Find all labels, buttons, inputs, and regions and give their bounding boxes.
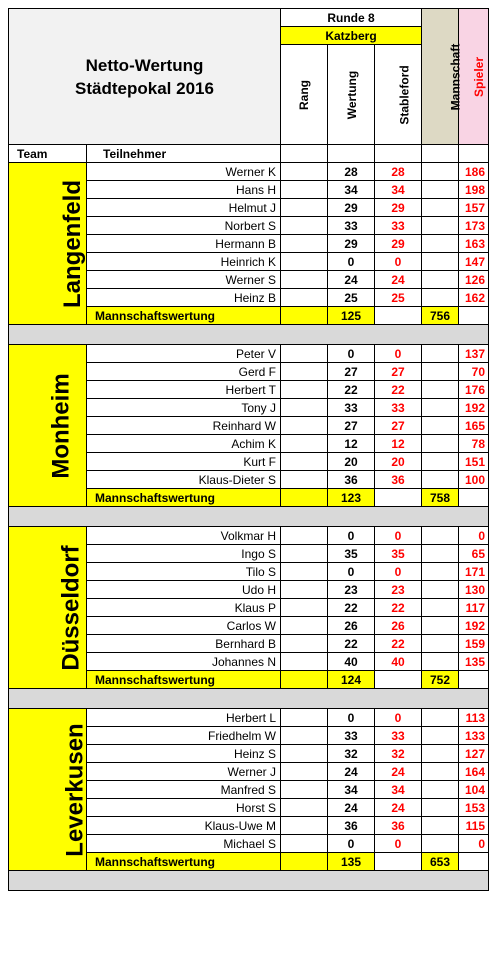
spieler-cell: 192 (459, 617, 489, 635)
rang-cell (281, 253, 328, 271)
rang-cell (281, 745, 328, 763)
title-line-2: Städtepokal 2016 (75, 78, 214, 98)
spieler-cell: 162 (459, 289, 489, 307)
team-summary-mannschaft: 756 (422, 307, 459, 325)
rang-cell (281, 617, 328, 635)
spieler-cell: 153 (459, 799, 489, 817)
wertung-cell: 0 (328, 253, 375, 271)
rang-cell (281, 381, 328, 399)
col-header-spieler: Spieler (459, 9, 489, 145)
rang-cell (281, 399, 328, 417)
rang-cell (281, 635, 328, 653)
stableford-cell: 25 (375, 289, 422, 307)
wertung-cell: 27 (328, 363, 375, 381)
spieler-cell: 0 (459, 527, 489, 545)
wertung-cell: 33 (328, 399, 375, 417)
spieler-cell: 151 (459, 453, 489, 471)
col-header-stableford: Stableford (375, 45, 422, 145)
summary-stableford-cell (375, 853, 422, 871)
title-line-1: Netto-Wertung (85, 55, 204, 75)
summary-rang-cell (281, 853, 328, 871)
player-row (9, 527, 489, 545)
player-name: Tilo S (87, 563, 281, 581)
separator-bar (9, 871, 489, 891)
mannschaft-cell (422, 527, 459, 545)
stableford-cell: 27 (375, 417, 422, 435)
player-row (9, 345, 489, 363)
team-name-cell (9, 163, 87, 325)
mannschaft-cell (422, 289, 459, 307)
col-header-teilnehmer: Teilnehmer (87, 145, 281, 163)
spieler-cell: 127 (459, 745, 489, 763)
mannschaft-cell (422, 399, 459, 417)
wertung-cell: 35 (328, 545, 375, 563)
rang-cell (281, 435, 328, 453)
mannschaft-cell (422, 709, 459, 727)
mannschaft-cell (422, 235, 459, 253)
wertung-cell: 24 (328, 763, 375, 781)
mannschaft-cell (422, 563, 459, 581)
stableford-cell: 40 (375, 653, 422, 671)
mannschaft-cell (422, 545, 459, 563)
spieler-cell: 171 (459, 563, 489, 581)
mannschaft-cell (422, 781, 459, 799)
separator-bar (9, 325, 489, 345)
player-name: Horst S (87, 799, 281, 817)
player-row (9, 709, 489, 727)
stableford-cell: 0 (375, 345, 422, 363)
wertung-cell: 33 (328, 217, 375, 235)
stableford-cell: 36 (375, 471, 422, 489)
rang-cell (281, 817, 328, 835)
team-name: Düsseldorf (57, 544, 85, 671)
stableford-cell: 33 (375, 399, 422, 417)
wertung-cell: 40 (328, 653, 375, 671)
player-name: Friedhelm W (87, 727, 281, 745)
player-name: Heinz B (87, 289, 281, 307)
wertung-cell: 27 (328, 417, 375, 435)
mannschaft-cell (422, 471, 459, 489)
spieler-cell: 113 (459, 709, 489, 727)
wertung-cell: 34 (328, 181, 375, 199)
course-label: Katzberg (281, 27, 422, 45)
mannschaft-cell (422, 817, 459, 835)
player-name: Herbert T (87, 381, 281, 399)
stableford-cell: 22 (375, 599, 422, 617)
summary-spieler-cell (459, 307, 489, 325)
spieler-cell: 126 (459, 271, 489, 289)
spieler-cell: 198 (459, 181, 489, 199)
wertung-cell: 29 (328, 199, 375, 217)
team-name: Monheim (47, 372, 75, 479)
wertung-cell: 28 (328, 163, 375, 181)
rang-cell (281, 727, 328, 745)
team-name-cell (9, 709, 87, 871)
col-header-wertung: Wertung (328, 45, 375, 145)
rang-cell (281, 781, 328, 799)
col-header-rang: Rang (281, 45, 328, 145)
page-title (9, 9, 281, 145)
summary-spieler-cell (459, 489, 489, 507)
team-separator (9, 689, 489, 709)
player-name: Tony J (87, 399, 281, 417)
wertung-cell: 0 (328, 563, 375, 581)
spieler-cell: 192 (459, 399, 489, 417)
team-separator (9, 325, 489, 345)
rang-cell (281, 235, 328, 253)
stableford-cell: 34 (375, 781, 422, 799)
rang-cell (281, 527, 328, 545)
rang-cell (281, 599, 328, 617)
spieler-cell: 100 (459, 471, 489, 489)
wertung-cell: 22 (328, 635, 375, 653)
spieler-cell: 78 (459, 435, 489, 453)
team-summary-label: Mannschaftswertung (87, 307, 281, 325)
mannschaft-cell (422, 199, 459, 217)
rang-cell (281, 363, 328, 381)
mannschaft-cell (422, 599, 459, 617)
summary-spieler-cell (459, 853, 489, 871)
team-name-cell (9, 345, 87, 507)
rang-cell (281, 453, 328, 471)
rang-cell (281, 545, 328, 563)
stableford-cell: 34 (375, 181, 422, 199)
summary-rang-cell (281, 671, 328, 689)
rang-cell (281, 471, 328, 489)
mannschaft-cell (422, 271, 459, 289)
team-name-cell (9, 527, 87, 689)
spieler-cell: 115 (459, 817, 489, 835)
mannschaft-cell (422, 417, 459, 435)
team-summary-wertung: 125 (328, 307, 375, 325)
spieler-cell: 176 (459, 381, 489, 399)
stableford-cell: 24 (375, 763, 422, 781)
stableford-cell: 33 (375, 727, 422, 745)
wertung-cell: 34 (328, 781, 375, 799)
stableford-cell: 20 (375, 453, 422, 471)
wertung-cell: 29 (328, 235, 375, 253)
mannschaft-cell (422, 435, 459, 453)
stableford-cell: 0 (375, 527, 422, 545)
mannschaft-cell (422, 653, 459, 671)
summary-stableford-cell (375, 307, 422, 325)
player-name: Michael S (87, 835, 281, 853)
spieler-cell: 0 (459, 835, 489, 853)
spieler-cell: 135 (459, 653, 489, 671)
spieler-cell: 163 (459, 235, 489, 253)
team-separator (9, 507, 489, 527)
stableford-cell: 33 (375, 217, 422, 235)
stableford-cell: 32 (375, 745, 422, 763)
player-name: Hermann B (87, 235, 281, 253)
team-summary-wertung: 123 (328, 489, 375, 507)
stableford-cell: 24 (375, 799, 422, 817)
player-row (9, 163, 489, 181)
round-label: Runde 8 (281, 9, 422, 27)
wertung-cell: 25 (328, 289, 375, 307)
wertung-cell: 22 (328, 599, 375, 617)
player-name: Heinrich K (87, 253, 281, 271)
rang-cell (281, 835, 328, 853)
rang-cell (281, 345, 328, 363)
player-name: Kurt F (87, 453, 281, 471)
mannschaft-cell (422, 581, 459, 599)
stableford-cell: 0 (375, 709, 422, 727)
separator-bar (9, 507, 489, 527)
rang-cell (281, 799, 328, 817)
mannschaft-cell (422, 217, 459, 235)
player-name: Bernhard B (87, 635, 281, 653)
mannschaft-cell (422, 635, 459, 653)
spieler-cell: 147 (459, 253, 489, 271)
wertung-cell: 23 (328, 581, 375, 599)
wertung-cell: 24 (328, 799, 375, 817)
col-header-mannschaft: Mannschaft (422, 9, 459, 145)
summary-rang-cell (281, 307, 328, 325)
team-summary-mannschaft: 752 (422, 671, 459, 689)
mannschaft-cell (422, 835, 459, 853)
player-name: Helmut J (87, 199, 281, 217)
mannschaft-cell (422, 745, 459, 763)
team-summary-mannschaft: 653 (422, 853, 459, 871)
stableford-cell: 0 (375, 253, 422, 271)
player-name: Ingo S (87, 545, 281, 563)
team-summary-label: Mannschaftswertung (87, 853, 281, 871)
stableford-cell: 29 (375, 235, 422, 253)
player-name: Carlos W (87, 617, 281, 635)
stableford-cell: 36 (375, 817, 422, 835)
player-name: Klaus P (87, 599, 281, 617)
stableford-cell: 23 (375, 581, 422, 599)
player-name: Gerd F (87, 363, 281, 381)
spieler-cell: 164 (459, 763, 489, 781)
rang-cell (281, 289, 328, 307)
wertung-cell: 0 (328, 345, 375, 363)
stableford-cell: 0 (375, 835, 422, 853)
player-name: Werner K (87, 163, 281, 181)
player-name: Herbert L (87, 709, 281, 727)
summary-rang-cell (281, 489, 328, 507)
rang-cell (281, 417, 328, 435)
stableford-cell: 0 (375, 563, 422, 581)
stableford-cell: 22 (375, 381, 422, 399)
stableford-cell: 27 (375, 363, 422, 381)
stableford-cell: 29 (375, 199, 422, 217)
wertung-cell: 20 (328, 453, 375, 471)
team-blocks (9, 163, 489, 891)
spieler-cell: 104 (459, 781, 489, 799)
wertung-cell: 0 (328, 835, 375, 853)
mannschaft-cell (422, 163, 459, 181)
player-name: Norbert S (87, 217, 281, 235)
spieler-cell: 165 (459, 417, 489, 435)
team-summary-mannschaft: 758 (422, 489, 459, 507)
spieler-cell: 65 (459, 545, 489, 563)
team-summary-label: Mannschaftswertung (87, 489, 281, 507)
mannschaft-cell (422, 799, 459, 817)
player-name: Manfred S (87, 781, 281, 799)
mannschaft-cell (422, 617, 459, 635)
player-name: Klaus-Uwe M (87, 817, 281, 835)
stableford-cell: 22 (375, 635, 422, 653)
stableford-cell: 35 (375, 545, 422, 563)
spieler-cell: 133 (459, 727, 489, 745)
spieler-cell: 159 (459, 635, 489, 653)
spieler-cell: 130 (459, 581, 489, 599)
team-summary-wertung: 135 (328, 853, 375, 871)
spieler-cell: 137 (459, 345, 489, 363)
player-name: Reinhard W (87, 417, 281, 435)
summary-spieler-cell (459, 671, 489, 689)
stableford-cell: 28 (375, 163, 422, 181)
wertung-cell: 0 (328, 527, 375, 545)
stableford-cell: 12 (375, 435, 422, 453)
rang-cell (281, 653, 328, 671)
wertung-cell: 0 (328, 709, 375, 727)
player-name: Werner J (87, 763, 281, 781)
team-name: Leverkusen (61, 722, 89, 857)
spieler-cell: 186 (459, 163, 489, 181)
rang-cell (281, 163, 328, 181)
mannschaft-cell (422, 345, 459, 363)
team-separator (9, 871, 489, 891)
rang-cell (281, 181, 328, 199)
player-name: Volkmar H (87, 527, 281, 545)
wertung-cell: 33 (328, 727, 375, 745)
player-name: Heinz S (87, 745, 281, 763)
mannschaft-cell (422, 381, 459, 399)
mannschaft-cell (422, 181, 459, 199)
separator-bar (9, 689, 489, 709)
rang-cell (281, 763, 328, 781)
summary-stableford-cell (375, 671, 422, 689)
wertung-cell: 32 (328, 745, 375, 763)
wertung-cell: 12 (328, 435, 375, 453)
mannschaft-cell (422, 763, 459, 781)
stableford-cell: 26 (375, 617, 422, 635)
rang-cell (281, 563, 328, 581)
rang-cell (281, 199, 328, 217)
mannschaft-cell (422, 253, 459, 271)
spieler-cell: 70 (459, 363, 489, 381)
wertung-cell: 26 (328, 617, 375, 635)
mannschaft-cell (422, 453, 459, 471)
team-name: Langenfeld (59, 179, 87, 308)
player-name: Johannes N (87, 653, 281, 671)
rang-cell (281, 271, 328, 289)
score-table (8, 8, 489, 891)
player-name: Udo H (87, 581, 281, 599)
rang-cell (281, 581, 328, 599)
rang-cell (281, 709, 328, 727)
wertung-cell: 36 (328, 471, 375, 489)
wertung-cell: 36 (328, 817, 375, 835)
wertung-cell: 22 (328, 381, 375, 399)
player-name: Klaus-Dieter S (87, 471, 281, 489)
summary-stableford-cell (375, 489, 422, 507)
player-name: Achim K (87, 435, 281, 453)
score-sheet (8, 8, 488, 891)
mannschaft-cell (422, 363, 459, 381)
mannschaft-cell (422, 727, 459, 745)
stableford-cell: 24 (375, 271, 422, 289)
team-summary-label: Mannschaftswertung (87, 671, 281, 689)
spieler-cell: 117 (459, 599, 489, 617)
player-name: Werner S (87, 271, 281, 289)
wertung-cell: 24 (328, 271, 375, 289)
col-header-team: Team (9, 145, 87, 163)
player-name: Peter V (87, 345, 281, 363)
rang-cell (281, 217, 328, 235)
team-summary-wertung: 124 (328, 671, 375, 689)
spieler-cell: 173 (459, 217, 489, 235)
player-name: Hans H (87, 181, 281, 199)
spieler-cell: 157 (459, 199, 489, 217)
